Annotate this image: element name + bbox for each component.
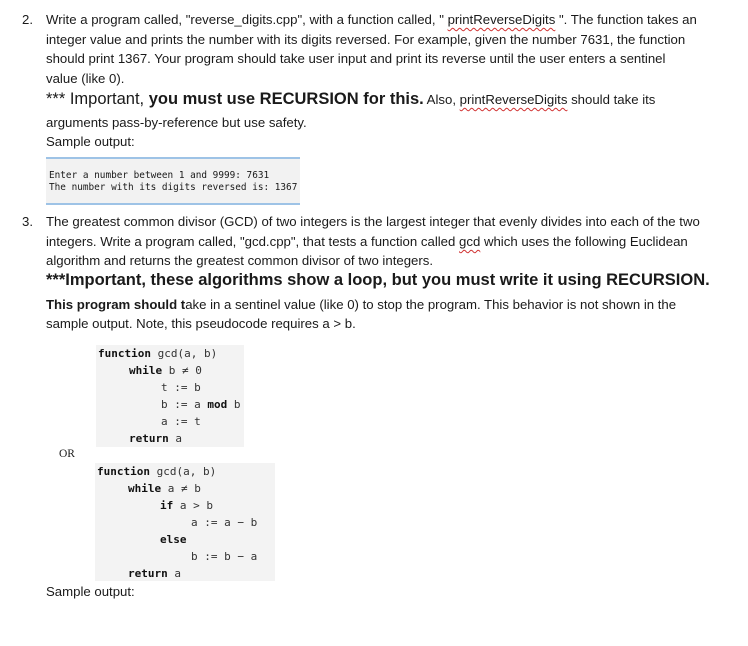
q2-line6: arguments pass-by-reference but use safety. <box>46 115 307 130</box>
q2-sample-output-box <box>46 157 300 205</box>
pseudocode-block-subtraction <box>95 463 275 581</box>
q2-important-line: *** Important, you must use RECURSION for this. Also, printReverseDigits should take its <box>46 90 656 108</box>
q3-number: 3. <box>22 214 33 229</box>
q3-line6: sample output. Note, this pseudocode requires a > b. <box>46 316 356 331</box>
code-line: function gcd(a, b) <box>97 465 217 478</box>
code-line: while b ≠ 0 <box>129 364 202 377</box>
q2-line4: value (like 0). <box>46 71 125 86</box>
q2-function-name: printReverseDigits <box>447 12 556 27</box>
code-line: a := t <box>161 415 201 428</box>
q3-line1: The greatest common divisor (GCD) of two integers is the largest integer that evenly divides into each of the two <box>46 214 700 229</box>
q2-line3: should print 1367. Your program should take user input and print its reverse until the user enters a sentinel <box>46 51 666 66</box>
code-line: while a ≠ b <box>128 482 201 495</box>
code-line: a := a − b <box>191 516 258 529</box>
q3-line3: algorithm and returns the greatest common divisor of two integers. <box>46 253 434 268</box>
q3-line2: integers. Write a program called, "gcd.cpp", that tests a function called gcd which uses the following Euclidean <box>46 234 688 249</box>
q2-number: 2. <box>22 12 33 27</box>
q2-line2: integer value and prints the number with its digits reversed. For example, given the number 7631, the function <box>46 32 686 47</box>
sample-output-line: The number with its digits reversed is: 1367 <box>49 182 298 193</box>
sample-output-line: Enter a number between 1 and 9999: 7631 <box>49 170 270 181</box>
code-line: t := b <box>161 381 201 394</box>
q2-line1: Write a program called, "reverse_digits.cpp", with a function called, " printReverseDigits ". The function takes an <box>46 12 697 27</box>
code-line: if a > b <box>160 499 213 512</box>
code-line: b := b − a <box>191 550 258 563</box>
code-line: return a <box>129 432 182 445</box>
q3-important-line: ***Important, these algorithms show a loop, but you must write it using RECURSION. <box>46 271 710 289</box>
q3-function-name: gcd <box>459 234 481 249</box>
code-line: function gcd(a, b) <box>98 347 218 360</box>
code-line: else <box>160 533 187 546</box>
code-line: return a <box>128 567 181 580</box>
or-label: OR <box>59 448 75 460</box>
pseudocode-block-mod <box>96 345 244 447</box>
code-line: b := a mod b <box>161 398 241 411</box>
q3-line5: This program should take in a sentinel value (like 0) to stop the program. This behavior is not shown in the <box>46 297 677 312</box>
q2-sample-label: Sample output: <box>46 134 135 149</box>
q3-sample-label: Sample output: <box>46 584 135 599</box>
q2-important-bold: you must use RECURSION for this. <box>148 90 424 108</box>
